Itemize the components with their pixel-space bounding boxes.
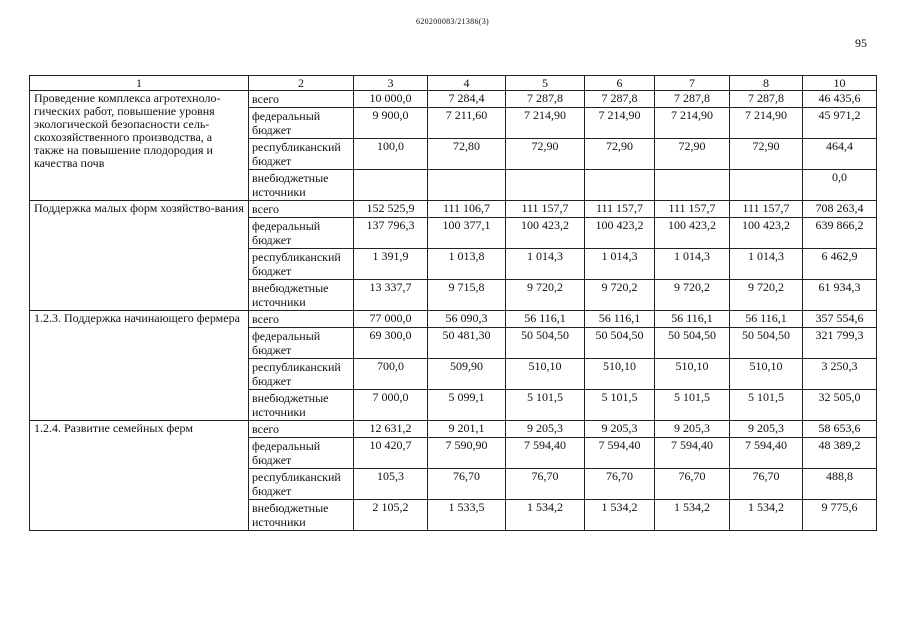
budget-table (29, 75, 877, 531)
funding-source: всего (249, 91, 354, 108)
amount-cell: 7 284,4 (428, 91, 506, 108)
amount-cell: 3 250,3 (803, 359, 877, 390)
amount-cell: 9 900,0 (354, 108, 428, 139)
amount-cell: 72,80 (428, 139, 506, 170)
amount-cell: 111 157,7 (655, 201, 730, 218)
amount-cell: 5 101,5 (730, 390, 803, 421)
funding-source: внебюджетные источники (249, 390, 354, 421)
funding-source: республиканский бюджет (249, 139, 354, 170)
amount-cell: 7 214,90 (730, 108, 803, 139)
amount-cell: 72,90 (506, 139, 585, 170)
page-number: 95 (855, 36, 867, 50)
amount-cell: 50 504,50 (730, 328, 803, 359)
amount-cell: 510,10 (655, 359, 730, 390)
amount-cell: 1 014,3 (730, 249, 803, 280)
amount-cell: 100 423,2 (730, 218, 803, 249)
amount-cell: 76,70 (585, 469, 655, 500)
amount-cell: 1 534,2 (585, 500, 655, 531)
amount-cell: 105,3 (354, 469, 428, 500)
amount-cell: 7 214,90 (585, 108, 655, 139)
amount-cell: 1 014,3 (655, 249, 730, 280)
amount-cell: 509,90 (428, 359, 506, 390)
amount-cell: 639 866,2 (803, 218, 877, 249)
amount-cell (730, 170, 803, 201)
amount-cell: 76,70 (730, 469, 803, 500)
amount-cell: 32 505,0 (803, 390, 877, 421)
amount-cell: 1 534,2 (655, 500, 730, 531)
amount-cell: 7 287,8 (730, 91, 803, 108)
amount-cell: 7 594,40 (730, 438, 803, 469)
amount-cell: 9 715,8 (428, 280, 506, 311)
amount-cell: 9 720,2 (730, 280, 803, 311)
column-header: 2 (249, 76, 354, 91)
program-name: Проведение комплекса агротехноло-гических работ, повышение уровня экологической безопасности сель-скохозяйственного производства, а также на повышение плодородия и качества почв (30, 91, 249, 201)
table-row (30, 91, 877, 108)
amount-cell: 10 420,7 (354, 438, 428, 469)
amount-cell: 7 287,8 (585, 91, 655, 108)
amount-cell: 76,70 (506, 469, 585, 500)
amount-cell: 464,4 (803, 139, 877, 170)
amount-cell: 1 014,3 (506, 249, 585, 280)
amount-cell: 111 157,7 (506, 201, 585, 218)
header-row (30, 76, 877, 91)
funding-source: всего (249, 421, 354, 438)
amount-cell (354, 170, 428, 201)
amount-cell (655, 170, 730, 201)
amount-cell: 72,90 (585, 139, 655, 170)
amount-cell: 77 000,0 (354, 311, 428, 328)
amount-cell: 7 287,8 (506, 91, 585, 108)
amount-cell: 76,70 (428, 469, 506, 500)
amount-cell: 0,0 (803, 170, 877, 201)
program-name: 1.2.4. Развитие семейных ферм (30, 421, 249, 531)
funding-source: федеральный бюджет (249, 218, 354, 249)
funding-source: всего (249, 201, 354, 218)
amount-cell: 488,8 (803, 469, 877, 500)
amount-cell: 100 423,2 (655, 218, 730, 249)
amount-cell: 1 013,8 (428, 249, 506, 280)
amount-cell: 510,10 (506, 359, 585, 390)
amount-cell: 50 504,50 (655, 328, 730, 359)
amount-cell: 5 101,5 (655, 390, 730, 421)
amount-cell: 56 090,3 (428, 311, 506, 328)
amount-cell: 9 201,1 (428, 421, 506, 438)
funding-source: внебюджетные источники (249, 500, 354, 531)
amount-cell: 9 775,6 (803, 500, 877, 531)
amount-cell: 50 504,50 (585, 328, 655, 359)
amount-cell: 111 157,7 (730, 201, 803, 218)
amount-cell: 9 720,2 (585, 280, 655, 311)
amount-cell: 1 534,2 (730, 500, 803, 531)
amount-cell (585, 170, 655, 201)
amount-cell (506, 170, 585, 201)
amount-cell: 708 263,4 (803, 201, 877, 218)
funding-source: федеральный бюджет (249, 438, 354, 469)
amount-cell: 10 000,0 (354, 91, 428, 108)
amount-cell: 111 157,7 (585, 201, 655, 218)
amount-cell (428, 170, 506, 201)
amount-cell: 58 653,6 (803, 421, 877, 438)
amount-cell: 61 934,3 (803, 280, 877, 311)
amount-cell: 137 796,3 (354, 218, 428, 249)
amount-cell: 9 720,2 (655, 280, 730, 311)
table-row (30, 201, 877, 218)
column-header: 5 (506, 76, 585, 91)
amount-cell: 1 533,5 (428, 500, 506, 531)
amount-cell: 100,0 (354, 139, 428, 170)
amount-cell: 72,90 (730, 139, 803, 170)
amount-cell: 7 214,90 (506, 108, 585, 139)
table-row (30, 311, 877, 328)
amount-cell: 50 481,30 (428, 328, 506, 359)
amount-cell: 100 423,2 (585, 218, 655, 249)
funding-source: внебюджетные источники (249, 170, 354, 201)
amount-cell: 9 205,3 (506, 421, 585, 438)
amount-cell: 510,10 (730, 359, 803, 390)
amount-cell: 48 389,2 (803, 438, 877, 469)
funding-source: республиканский бюджет (249, 469, 354, 500)
amount-cell: 69 300,0 (354, 328, 428, 359)
column-header: 6 (585, 76, 655, 91)
amount-cell: 1 014,3 (585, 249, 655, 280)
funding-source: республиканский бюджет (249, 249, 354, 280)
amount-cell: 50 504,50 (506, 328, 585, 359)
amount-cell: 6 462,9 (803, 249, 877, 280)
amount-cell: 1 391,9 (354, 249, 428, 280)
amount-cell: 56 116,1 (506, 311, 585, 328)
amount-cell: 56 116,1 (585, 311, 655, 328)
column-header: 3 (354, 76, 428, 91)
amount-cell: 12 631,2 (354, 421, 428, 438)
table-row (30, 421, 877, 438)
amount-cell: 56 116,1 (730, 311, 803, 328)
column-header: 8 (730, 76, 803, 91)
amount-cell: 5 101,5 (585, 390, 655, 421)
amount-cell: 56 116,1 (655, 311, 730, 328)
column-header: 7 (655, 76, 730, 91)
amount-cell: 9 205,3 (585, 421, 655, 438)
amount-cell: 7 211,60 (428, 108, 506, 139)
amount-cell: 7 214,90 (655, 108, 730, 139)
column-header: 1 (30, 76, 249, 91)
funding-source: всего (249, 311, 354, 328)
amount-cell: 510,10 (585, 359, 655, 390)
amount-cell: 46 435,6 (803, 91, 877, 108)
amount-cell: 5 101,5 (506, 390, 585, 421)
amount-cell: 45 971,2 (803, 108, 877, 139)
program-name: Поддержка малых форм хозяйство-вания (30, 201, 249, 311)
amount-cell: 72,90 (655, 139, 730, 170)
amount-cell: 100 377,1 (428, 218, 506, 249)
amount-cell: 2 105,2 (354, 500, 428, 531)
program-name: 1.2.3. Поддержка начинающего фермера (30, 311, 249, 421)
amount-cell: 152 525,9 (354, 201, 428, 218)
amount-cell: 7 594,40 (506, 438, 585, 469)
column-header: 4 (428, 76, 506, 91)
amount-cell: 7 000,0 (354, 390, 428, 421)
amount-cell: 76,70 (655, 469, 730, 500)
amount-cell: 357 554,6 (803, 311, 877, 328)
column-header: 10 (803, 76, 877, 91)
amount-cell: 13 337,7 (354, 280, 428, 311)
funding-source: внебюджетные источники (249, 280, 354, 311)
amount-cell: 111 106,7 (428, 201, 506, 218)
amount-cell: 7 287,8 (655, 91, 730, 108)
amount-cell: 100 423,2 (506, 218, 585, 249)
amount-cell: 700,0 (354, 359, 428, 390)
funding-source: федеральный бюджет (249, 108, 354, 139)
amount-cell: 5 099,1 (428, 390, 506, 421)
amount-cell: 9 205,3 (655, 421, 730, 438)
amount-cell: 9 720,2 (506, 280, 585, 311)
document-id: 620200083/21386(3) (416, 17, 489, 26)
amount-cell: 7 594,40 (585, 438, 655, 469)
amount-cell: 9 205,3 (730, 421, 803, 438)
funding-source: республиканский бюджет (249, 359, 354, 390)
amount-cell: 1 534,2 (506, 500, 585, 531)
funding-source: федеральный бюджет (249, 328, 354, 359)
amount-cell: 7 594,40 (655, 438, 730, 469)
amount-cell: 321 799,3 (803, 328, 877, 359)
table-body (30, 91, 877, 531)
amount-cell: 7 590,90 (428, 438, 506, 469)
